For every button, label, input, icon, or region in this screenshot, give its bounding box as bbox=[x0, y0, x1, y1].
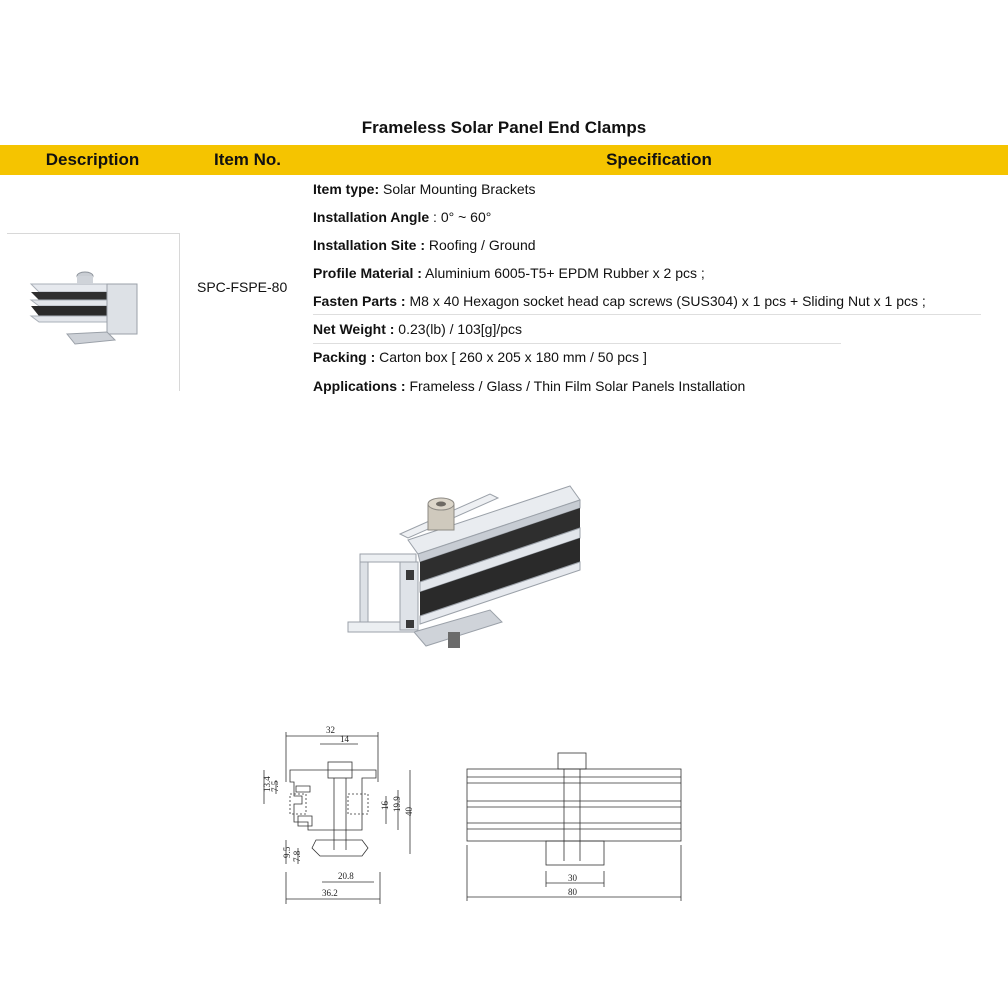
spec-value: Frameless / Glass / Thin Film Solar Panels Installation bbox=[405, 378, 746, 394]
dim-label: 13.4 bbox=[262, 776, 272, 792]
spec-label: Item type: bbox=[313, 181, 380, 197]
spec-value: 0.23(lb) / 103[g]/pcs bbox=[394, 321, 523, 337]
spec-label: Installation Site : bbox=[313, 237, 426, 253]
side-view-drawing bbox=[250, 722, 430, 912]
dim-label: 7.8 bbox=[292, 850, 302, 862]
header-item-no: Item No. bbox=[213, 150, 282, 169]
spec-profile-material bbox=[313, 265, 705, 281]
spec-applications bbox=[313, 378, 745, 394]
product-3d-illustration bbox=[340, 482, 590, 667]
header-specification: Specification bbox=[606, 150, 712, 169]
spec-label: Profile Material : bbox=[313, 265, 422, 281]
dim-label: 30 bbox=[568, 873, 577, 883]
dim-label: 14 bbox=[340, 734, 349, 744]
dim-label: 32 bbox=[326, 725, 335, 735]
spec-label: Fasten Parts : bbox=[313, 293, 406, 309]
row-divider bbox=[313, 314, 981, 315]
spec-installation-angle bbox=[313, 209, 491, 225]
spec-label: Packing : bbox=[313, 349, 376, 365]
dim-label: 36.2 bbox=[322, 888, 338, 898]
front-view-drawing bbox=[462, 745, 687, 905]
row-divider bbox=[313, 343, 841, 344]
spec-value: Solar Mounting Brackets bbox=[379, 181, 536, 197]
spec-label: Net Weight : bbox=[313, 321, 395, 337]
spec-value: Roofing / Ground bbox=[425, 237, 536, 253]
spec-label: Applications : bbox=[313, 378, 406, 394]
product-thumbnail bbox=[7, 234, 179, 391]
spec-packing bbox=[313, 349, 647, 365]
spec-item-type bbox=[313, 181, 536, 197]
spec-net-weight bbox=[313, 321, 522, 337]
spec-installation-site bbox=[313, 237, 536, 253]
dim-label: 20.8 bbox=[338, 871, 354, 881]
dim-label: 7.5 bbox=[270, 780, 280, 792]
spec-label: Installation Angle bbox=[313, 209, 430, 225]
dim-label: 16 bbox=[380, 801, 390, 810]
spec-value: Aluminium 6005-T5+ EPDM Rubber x 2 pcs ; bbox=[421, 265, 705, 281]
spec-value: Carton box [ 260 x 205 x 180 mm / 50 pcs ] bbox=[375, 349, 647, 365]
item-number: SPC-FSPE-80 bbox=[197, 279, 288, 295]
product-thumbnail-frame bbox=[7, 233, 180, 391]
dim-label: 19.9 bbox=[392, 796, 402, 812]
spec-fasten-parts bbox=[313, 293, 926, 309]
table-header-bar bbox=[0, 145, 1008, 175]
header-description: Description bbox=[45, 150, 140, 169]
dim-label: 80 bbox=[568, 887, 577, 897]
spec-value: M8 x 40 Hexagon socket head cap screws (SUS304) x 1 pcs + Sliding Nut x 1 pcs ; bbox=[405, 293, 926, 309]
dim-label: 9.5 bbox=[282, 846, 292, 858]
dim-label: 40 bbox=[404, 807, 414, 816]
spec-value: : 0° ~ 60° bbox=[429, 209, 492, 225]
page-title: Frameless Solar Panel End Clamps bbox=[361, 118, 647, 137]
